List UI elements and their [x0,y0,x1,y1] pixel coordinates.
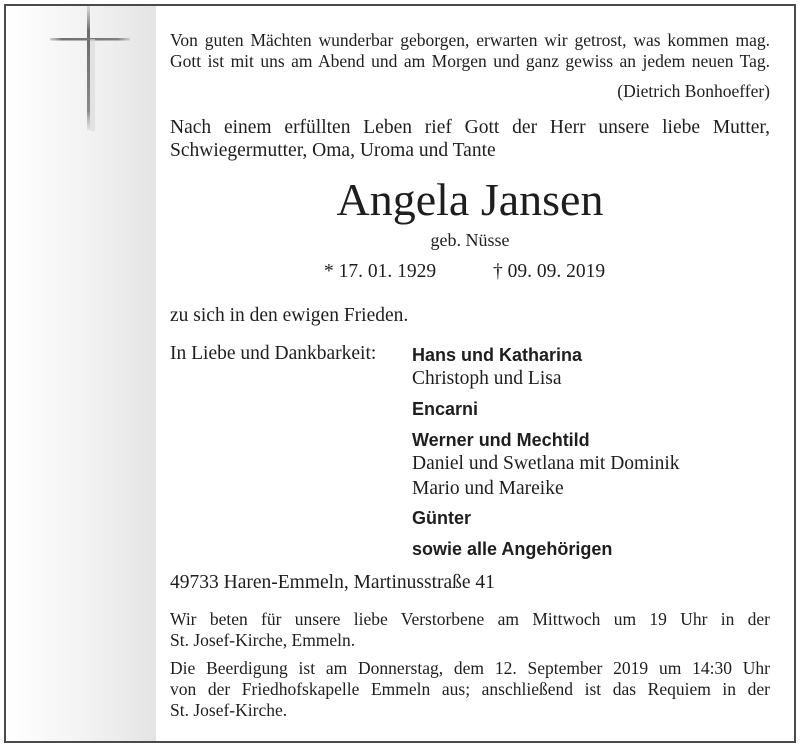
funeral-line-1: Die Beerdigung ist am Donnerstag, dem 12. September 2019 um 14:30 Uhr [170,658,770,678]
mourner-group-line: Daniel und Swetlana mit Dominik [412,453,680,474]
motto-line-1: Von guten Mächten wunderbar geborgen, erwarten wir getrost, was kommen mag. [170,30,770,50]
death-date: † 09. 09. 2019 [493,261,606,282]
mourners-label: In Liebe und Dankbarkeit: [170,343,377,364]
intro-line-2: Schwiegermutter, Oma, Uroma und Tante [170,140,496,161]
mourner-group-head: Hans und Katharina [412,345,583,365]
decorative-sidebar [6,6,156,741]
prayer-line-2: St. Josef-Kirche, Emmeln. [170,630,356,650]
intro-line-1: Nach einem erfüllten Leben rief Gott der Herr unsere liebe Mutter, [170,117,770,138]
motto-author: (Dietrich Bonhoeffer) [617,81,770,101]
motto-line-2: Gott ist mit uns am Abend und am Morgen und ganz gewiss an jedem neuen Tag. [170,51,770,71]
address: 49733 Haren-Emmeln, Martinusstraße 41 [170,572,495,593]
mourner-group-line: Christoph und Lisa [412,368,562,389]
birth-date: * 17. 01. 1929 [324,261,437,282]
birth-name: geb. Nüsse [430,230,510,250]
cross-icon [6,6,156,146]
mourner-group-head: Encarni [412,399,479,419]
funeral-line-3: St. Josef-Kirche. [170,700,288,720]
mourner-group-head: sowie alle Angehörigen [412,539,613,559]
mourner-group-head: Günter [412,508,472,528]
peace-line: zu sich in den ewigen Frieden. [170,305,409,326]
funeral-line-2: von der Friedhofskapelle Emmeln aus; anschließend ist das Requiem in der [170,679,770,699]
mourner-group-line: Mario und Mareike [412,478,564,499]
deceased-name: Angela Jansen [336,174,604,225]
mourner-group-head: Werner und Mechtild [412,430,590,450]
obituary-notice [4,4,796,743]
prayer-line-1: Wir beten für unsere liebe Verstorbene am Mittwoch um 19 Uhr in der [170,609,770,629]
